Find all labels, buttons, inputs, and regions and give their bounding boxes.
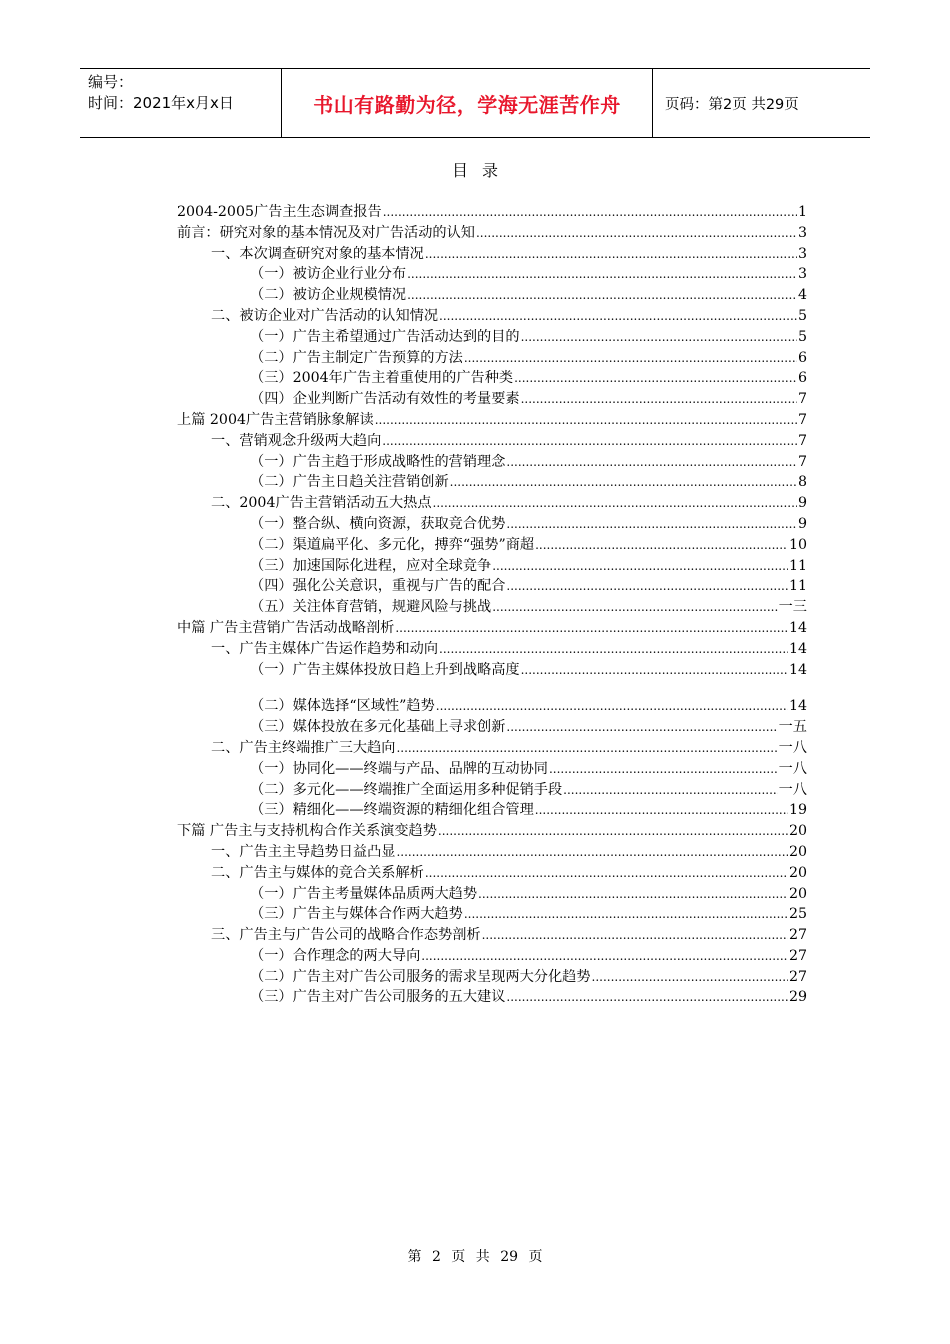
toc-entry-page: 6 (797, 349, 807, 366)
toc-entry[interactable] (177, 555, 807, 576)
header-page-info: 页码：第2页 共29页 (665, 96, 799, 113)
toc-entry-page: 19 (788, 802, 807, 819)
toc-entry-text: （一）广告主趋于形成战略性的营销理念 (250, 453, 506, 470)
toc-entry[interactable] (177, 841, 807, 862)
toc-entry[interactable] (177, 820, 807, 841)
toc-leader-dots (439, 642, 788, 656)
toc-leader-dots (425, 247, 797, 261)
toc-entry-page: 14 (788, 698, 807, 715)
toc-entry-page: 20 (788, 885, 807, 902)
toc-entry-text: （三）精细化——终端资源的精细化组合管理 (250, 802, 534, 819)
toc-entry-text: 前言：研究对象的基本情况及对广告活动的认知 (177, 224, 475, 241)
toc-leader-dots (506, 517, 797, 531)
toc-entry-text: 二、广告主与媒体的竞合关系解析 (211, 864, 424, 881)
toc-entry-page: 14 (788, 640, 807, 657)
toc-leader-dots (592, 970, 788, 984)
toc-entry-text: （二）被访企业规模情况 (250, 287, 407, 304)
date-label: 时间：2021年x月x日 (88, 94, 234, 112)
toc-leader-dots (450, 475, 797, 489)
toc-entry[interactable] (177, 471, 807, 492)
toc-entry[interactable] (177, 862, 807, 883)
toc-entry-text: （三）2004年广告主着重使用的广告种类 (250, 370, 514, 387)
toc-entry[interactable] (177, 575, 807, 596)
toc-entry-page: 14 (788, 661, 807, 678)
toc-leader-dots (563, 783, 777, 797)
toc-entry-page: 4 (797, 287, 807, 304)
toc-entry[interactable] (177, 638, 807, 659)
toc-entry-page: 3 (797, 245, 807, 262)
toc-leader-dots (382, 434, 797, 448)
toc-entry[interactable] (177, 222, 807, 243)
toc-entry[interactable] (177, 284, 807, 305)
toc-entry-page: 9 (797, 495, 807, 512)
toc-entry-text: （三）加速国际化进程，应对全球竞争 (250, 557, 492, 574)
toc-entry-text: （四）强化公关意识，重视与广告的配合 (250, 578, 506, 595)
toc-entry-page: 11 (788, 557, 807, 574)
toc-entry-text: 一、广告主媒体广告运作趋势和动向 (211, 640, 439, 657)
toc-leader-dots (521, 663, 788, 677)
table-of-contents (177, 201, 807, 1007)
toc-entry[interactable] (177, 347, 807, 368)
toc-leader-dots (506, 720, 777, 734)
toc-entry-page: 一八 (778, 781, 807, 798)
toc-entry[interactable] (177, 409, 807, 430)
toc-entry[interactable] (177, 367, 807, 388)
toc-entry-page: 10 (788, 536, 807, 553)
toc-entry-text: （四）企业判断广告活动有效性的考量要素 (250, 391, 520, 408)
toc-entry-page: 29 (788, 989, 807, 1006)
toc-entry-page: 7 (797, 432, 807, 449)
toc-entry-page: 27 (788, 947, 807, 964)
toc-leader-dots (438, 824, 788, 838)
toc-entry-page: 7 (797, 411, 807, 428)
toc-entry[interactable] (177, 659, 807, 680)
toc-entry-page: 20 (788, 864, 807, 881)
toc-leader-dots (396, 845, 787, 859)
toc-entry[interactable] (177, 305, 807, 326)
toc-entry[interactable] (177, 388, 807, 409)
toc-entry[interactable] (177, 596, 807, 617)
toc-leader-dots (439, 309, 797, 323)
toc-entry-text: 上篇 2004广告主营销脉象解读 (177, 411, 374, 428)
toc-entry[interactable] (177, 430, 807, 451)
toc-entry-page: 11 (788, 578, 807, 595)
toc-entry[interactable] (177, 326, 807, 347)
toc-entry-text: （三）广告主与媒体合作两大趋势 (250, 906, 463, 923)
toc-entry-text: （一）广告主考量媒体品质两大趋势 (250, 885, 478, 902)
toc-entry-page: 20 (788, 823, 807, 840)
toc-leader-dots (464, 351, 797, 365)
header-motto: 书山有路勤为径，学海无涯苦作舟 (281, 69, 653, 137)
toc-entry[interactable] (177, 903, 807, 924)
toc-entry[interactable] (177, 799, 807, 820)
toc-entry-page: 一八 (778, 760, 807, 777)
toc-leader-dots (492, 559, 788, 573)
toc-entry[interactable] (177, 758, 807, 779)
toc-entry-text: 一、营销观念升级两大趋向 (211, 432, 382, 449)
toc-entry-page: 3 (797, 224, 807, 241)
header-meta (80, 69, 281, 137)
toc-leader-dots (407, 267, 797, 281)
toc-leader-dots (464, 907, 788, 921)
toc-leader-dots (436, 699, 788, 713)
toc-entry[interactable] (177, 534, 807, 555)
toc-entry-text: （一）广告主希望通过广告活动达到的目的 (250, 328, 520, 345)
toc-leader-dots (478, 887, 788, 901)
toc-entry-text: （二）广告主对广告公司服务的需求呈现两大分化趋势 (250, 968, 591, 985)
toc-entry[interactable] (177, 883, 807, 904)
toc-leader-dots (506, 455, 797, 469)
toc-entry-page: 5 (797, 307, 807, 324)
toc-leader-dots (425, 866, 788, 880)
page-header (80, 68, 870, 138)
toc-entry-text: （二）广告主日趋关注营销创新 (250, 474, 449, 491)
toc-leader-dots (407, 288, 797, 302)
toc-leader-dots (514, 371, 797, 385)
toc-leader-dots (433, 496, 797, 510)
toc-entry-text: 二、广告主终端推广三大趋向 (211, 739, 396, 756)
toc-leader-dots (506, 579, 788, 593)
toc-entry[interactable] (177, 451, 807, 472)
toc-leader-dots (396, 741, 777, 755)
toc-entry-page: 25 (788, 906, 807, 923)
toc-leader-dots (535, 538, 788, 552)
toc-entry[interactable] (177, 513, 807, 534)
toc-entry-text: 三、广告主与广告公司的战略合作态势剖析 (211, 927, 481, 944)
toc-entry-page: 27 (788, 927, 807, 944)
toc-entry-page: 一八 (778, 739, 807, 756)
toc-entry-text: （一）合作理念的两大导向 (250, 947, 421, 964)
toc-entry-text: （二）多元化——终端推广全面运用多种促销手段 (250, 781, 563, 798)
toc-leader-dots (375, 413, 797, 427)
toc-entry-text: （一）被访企业行业分布 (250, 266, 407, 283)
toc-leader-dots (482, 928, 788, 942)
toc-entry-page: 14 (788, 619, 807, 636)
toc-entry-page: 9 (797, 515, 807, 532)
toc-entry[interactable] (177, 924, 807, 945)
toc-entry[interactable] (177, 966, 807, 987)
toc-entry-text: 一、广告主主导趋势日益凸显 (211, 843, 396, 860)
toc-entry-page: 20 (788, 843, 807, 860)
toc-leader-dots (549, 762, 778, 776)
toc-entry-text: （三）广告主对广告公司服务的五大建议 (250, 989, 506, 1006)
toc-entry-page: 27 (788, 968, 807, 985)
toc-leader-dots (395, 621, 788, 635)
toc-entry-text: （二）渠道扁平化、多元化，搏弈“强势”商超 (250, 536, 535, 553)
toc-entry-page: 7 (797, 391, 807, 408)
toc-entry-text: （五）关注体育营销，规避风险与挑战 (250, 599, 492, 616)
toc-entry[interactable] (177, 779, 807, 800)
toc-entry[interactable] (177, 986, 807, 1007)
toc-entry-text: 下篇 广告主与支持机构合作关系演变趋势 (177, 823, 437, 840)
page-footer: 第 2 页 共 29 页 (407, 1249, 543, 1265)
toc-entry[interactable] (177, 243, 807, 264)
toc-entry-page: 5 (797, 328, 807, 345)
toc-title: 目录 (451, 161, 512, 180)
toc-entry[interactable] (177, 716, 807, 737)
toc-entry-text: （一）广告主媒体投放日趋上升到战略高度 (250, 661, 520, 678)
toc-entry-page: 8 (797, 474, 807, 491)
toc-leader-dots (521, 392, 797, 406)
toc-entry-text: （二）广告主制定广告预算的方法 (250, 349, 463, 366)
toc-entry-text: 二、2004广告主营销活动五大热点 (211, 495, 432, 512)
serial-label: 编号： (88, 73, 134, 91)
toc-entry-page: 3 (797, 266, 807, 283)
toc-entry[interactable] (177, 695, 807, 716)
toc-leader-dots (506, 990, 788, 1004)
toc-entry-text: （一）整合纵、横向资源，获取竞合优势 (250, 515, 506, 532)
toc-entry-page: 6 (797, 370, 807, 387)
toc-entry-page: 1 (797, 204, 807, 220)
toc-leader-dots (383, 205, 797, 219)
toc-entry-text: 一、本次调查研究对象的基本情况 (211, 245, 424, 262)
toc-entry-text: 二、被访企业对广告活动的认知情况 (211, 307, 439, 324)
toc-entry-text: （三）媒体投放在多元化基础上寻求创新 (250, 719, 506, 736)
toc-entry[interactable] (177, 492, 807, 513)
toc-entry-page: 一三 (778, 599, 807, 616)
toc-entry-page: 一五 (778, 719, 807, 736)
toc-leader-dots (421, 949, 788, 963)
toc-entry[interactable] (177, 201, 807, 222)
toc-leader-dots (521, 330, 797, 344)
toc-entry-text: （一）协同化——终端与产品、品牌的互动协同 (250, 760, 548, 777)
toc-entry-page: 7 (797, 453, 807, 470)
toc-entry[interactable] (177, 263, 807, 284)
toc-entry[interactable] (177, 617, 807, 638)
toc-leader-dots (492, 600, 777, 614)
toc-entry[interactable] (177, 737, 807, 758)
toc-entry[interactable] (177, 945, 807, 966)
toc-leader-dots (476, 226, 797, 240)
toc-leader-dots (535, 803, 788, 817)
toc-entry-text: 2004-2005广告主生态调查报告 (177, 204, 382, 220)
toc-entry-text: 中篇 广告主营销广告活动战略剖析 (177, 619, 395, 636)
toc-entry-text: （二）媒体选择“区域性”趋势 (250, 698, 435, 715)
